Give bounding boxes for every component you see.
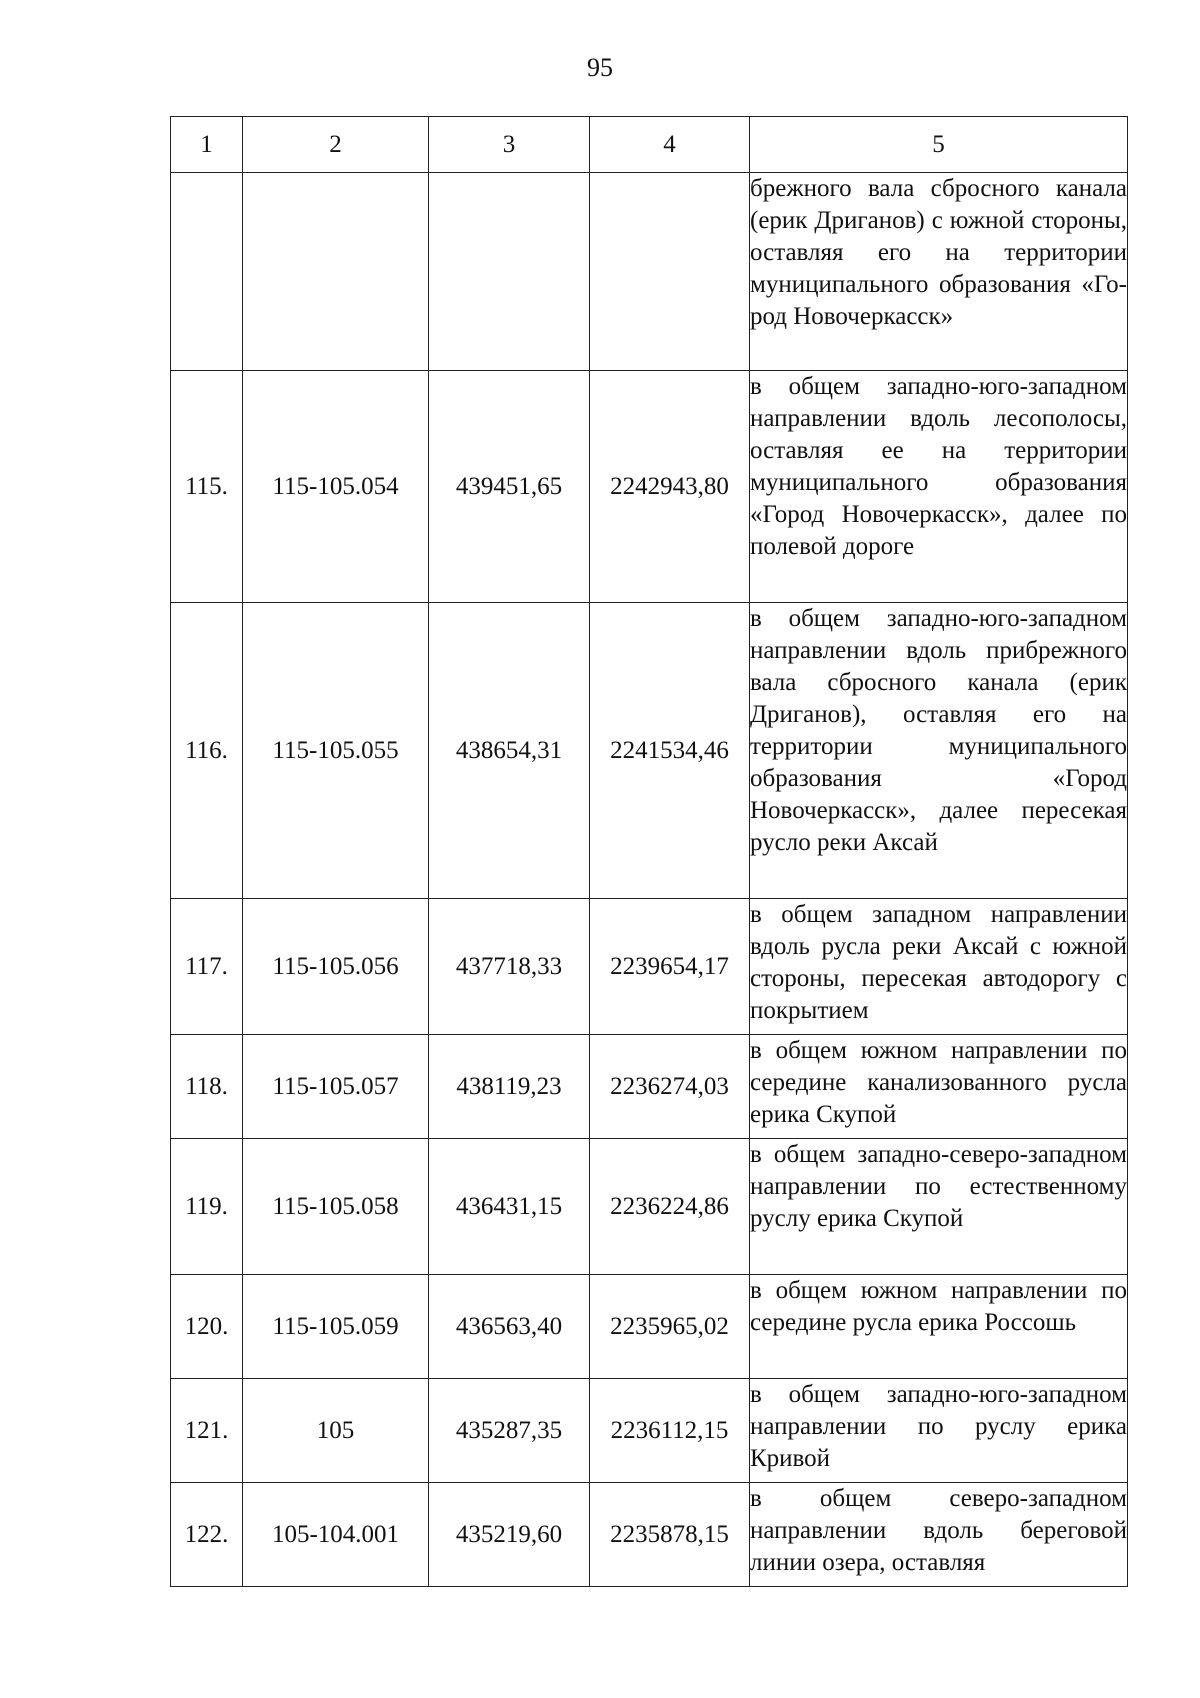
point-code-cell: 105-104.001 bbox=[243, 1483, 429, 1587]
description-text: в общем южном направлении по середине канализованного русла ерика Скупой bbox=[750, 1037, 1127, 1128]
x-coordinate-cell: 435219,60 bbox=[429, 1483, 590, 1587]
description-cell bbox=[750, 1139, 1128, 1275]
row-number-cell: 116. bbox=[171, 603, 243, 899]
y-coordinate-cell: 2236112,15 bbox=[590, 1379, 750, 1483]
page-number: 95 bbox=[587, 53, 613, 82]
header-col-5: 5 bbox=[750, 117, 1128, 173]
x-coordinate-cell bbox=[429, 173, 590, 371]
y-coordinate-cell: 2241534,46 bbox=[590, 603, 750, 899]
description-text: в общем западно-юго-западном направлении по руслу ерика Кривой bbox=[750, 1381, 1127, 1472]
description-text: в общем западном направлении вдоль русла реки Аксай с южной стороны, пересекая автодорогу с покрытием bbox=[750, 901, 1127, 1024]
point-code-cell: 115-105.058 bbox=[243, 1139, 429, 1275]
point-code-cell: 115-105.059 bbox=[243, 1275, 429, 1379]
description-cell bbox=[750, 899, 1128, 1035]
point-code-cell: 115-105.055 bbox=[243, 603, 429, 899]
header-col-3: 3 bbox=[429, 117, 590, 173]
point-code-cell: 115-105.057 bbox=[243, 1035, 429, 1139]
description-text: в общем западно-северо-западном направлении по естественному руслу ерика Скупой bbox=[750, 1141, 1127, 1232]
row-number-cell: 122. bbox=[171, 1483, 243, 1587]
table-row bbox=[171, 603, 1128, 899]
description-cell bbox=[750, 1035, 1128, 1139]
row-number-cell: 120. bbox=[171, 1275, 243, 1379]
x-coordinate-cell: 436431,15 bbox=[429, 1139, 590, 1275]
row-number-cell: 115. bbox=[171, 371, 243, 603]
y-coordinate-cell: 2242943,80 bbox=[590, 371, 750, 603]
description-text: в общем северо-западном направлении вдоль береговой линии озера, оставляя bbox=[750, 1485, 1127, 1576]
x-coordinate-cell: 435287,35 bbox=[429, 1379, 590, 1483]
x-coordinate-cell: 439451,65 bbox=[429, 371, 590, 603]
table-row bbox=[171, 1139, 1128, 1275]
y-coordinate-cell bbox=[590, 173, 750, 371]
row-number-cell: 121. bbox=[171, 1379, 243, 1483]
x-coordinate-cell: 436563,40 bbox=[429, 1275, 590, 1379]
description-cell bbox=[750, 371, 1128, 603]
description-cell bbox=[750, 603, 1128, 899]
table-row bbox=[171, 371, 1128, 603]
description-text: в общем западно-юго-западном направлении вдоль прибрежного вала сбросного канала (ерик Дриганов), оставляя его на территории муниципального образования «Город Новочеркасск», далее пересекая русло реки Аксай bbox=[750, 605, 1127, 856]
x-coordinate-cell: 437718,33 bbox=[429, 899, 590, 1035]
description-cell bbox=[750, 1275, 1128, 1379]
y-coordinate-cell: 2236274,03 bbox=[590, 1035, 750, 1139]
y-coordinate-cell: 2236224,86 bbox=[590, 1139, 750, 1275]
row-number-cell: 118. bbox=[171, 1035, 243, 1139]
description-cell bbox=[750, 1379, 1128, 1483]
table-row bbox=[171, 899, 1128, 1035]
table-row bbox=[171, 1035, 1128, 1139]
point-code-cell: 115-105.056 bbox=[243, 899, 429, 1035]
header-col-1: 1 bbox=[171, 117, 243, 173]
header-col-2: 2 bbox=[243, 117, 429, 173]
description-text: в общем южном направлении по середине русла ерика Россошь bbox=[750, 1277, 1127, 1336]
description-cell bbox=[750, 1483, 1128, 1587]
point-code-cell: 105 bbox=[243, 1379, 429, 1483]
description-cell bbox=[750, 173, 1128, 371]
point-code-cell bbox=[243, 173, 429, 371]
y-coordinate-cell: 2235878,15 bbox=[590, 1483, 750, 1587]
point-code-cell: 115-105.054 bbox=[243, 371, 429, 603]
description-text: брежного вала сбросного канала (ерик Дриганов) с южной стороны, оставляя его на территории муниципального образования «Город Новочеркасск» bbox=[750, 175, 1127, 330]
y-coordinate-cell: 2239654,17 bbox=[590, 899, 750, 1035]
row-number-cell bbox=[171, 173, 243, 371]
table-row bbox=[171, 1483, 1128, 1587]
x-coordinate-cell: 438119,23 bbox=[429, 1035, 590, 1139]
header-col-4: 4 bbox=[590, 117, 750, 173]
row-number-cell: 119. bbox=[171, 1139, 243, 1275]
table-row bbox=[171, 173, 1128, 371]
description-text: в общем западно-юго-западном направлении вдоль лесополосы, оставляя ее на территории муниципального образования «Город Новочеркасск», далее по полевой дороге bbox=[750, 373, 1127, 560]
header-row bbox=[171, 117, 1128, 173]
boundary-table bbox=[170, 116, 1128, 1587]
x-coordinate-cell: 438654,31 bbox=[429, 603, 590, 899]
table-row bbox=[171, 1275, 1128, 1379]
y-coordinate-cell: 2235965,02 bbox=[590, 1275, 750, 1379]
table-row bbox=[171, 1379, 1128, 1483]
row-number-cell: 117. bbox=[171, 899, 243, 1035]
